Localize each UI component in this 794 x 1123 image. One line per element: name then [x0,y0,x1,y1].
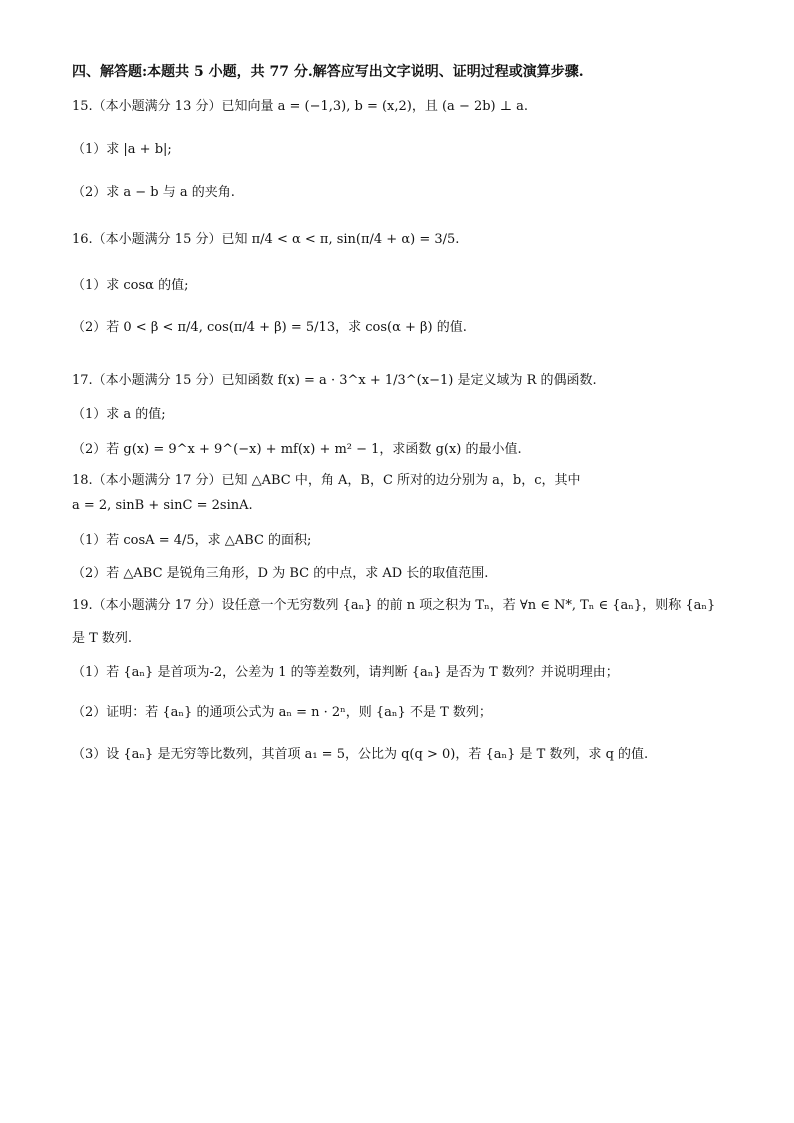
problem-15-part-2: （2）求 a − b 与 a 的夹角. [72,185,235,200]
problem-16-stem: 16.（本小题满分 15 分）已知 π/4 < α < π, sin(π/4 + α) = 3/5. [72,232,460,247]
section-heading: 四、解答题:本题共 5 小题，共 77 分.解答应写出文字说明、证明过程或演算步骤. [72,64,584,80]
problem-19-stem: 19.（本小题满分 17 分）设任意一个无穷数列 {aₙ} 的前 n 项之积为 Tₙ，若 ∀n ∈ N*, Tₙ ∈ {aₙ}，则称 {aₙ} [72,598,716,613]
problem-19-stem-cont: 是 T 数列. [72,631,133,646]
problem-18-part-2: （2）若 △ABC 是锐角三角形，D 为 BC 的中点，求 AD 长的取值范围. [72,566,489,581]
problem-15-stem: 15.（本小题满分 13 分）已知向量 a = (−1,3), b = (x,2)，且 (a − 2b) ⊥ a. [72,99,529,114]
problem-19-part-3: （3）设 {aₙ} 是无穷等比数列，其首项 a₁ = 5，公比为 q(q > 0)，若 {aₙ} 是 T 数列，求 q 的值. [72,747,649,762]
problem-18-stem: 18.（本小题满分 17 分）已知 △ABC 中，角 A，B，C 所对的边分别为 a，b，c，其中 [72,473,581,488]
problem-15-part-1: （1）求 |a + b|; [72,142,172,157]
problem-18-part-1: （1）若 cosA = 4/5，求 △ABC 的面积; [72,533,312,548]
problem-17-part-2: （2）若 g(x) = 9^x + 9^(−x) + mf(x) + m² − 1，求函数 g(x) 的最小值. [72,442,522,457]
problem-16-part-1: （1）求 cosα 的值; [72,278,189,293]
problem-16-part-2: （2）若 0 < β < π/4, cos(π/4 + β) = 5/13，求 cos(α + β) 的值. [72,320,467,335]
problem-17-stem: 17.（本小题满分 15 分）已知函数 f(x) = a · 3^x + 1/3^(x−1) 是定义域为 R 的偶函数. [72,373,597,388]
problem-19-part-2: （2）证明：若 {aₙ} 的通项公式为 aₙ = n · 2ⁿ，则 {aₙ} 不是 T 数列； [72,705,492,720]
problem-19-part-1: （1）若 {aₙ} 是首项为-2，公差为 1 的等差数列，请判断 {aₙ} 是否为 T 数列？并说明理由； [72,665,619,680]
problem-18-stem-cont: a = 2, sinB + sinC = 2sinA. [72,498,253,513]
problem-17-part-1: （1）求 a 的值; [72,407,166,422]
